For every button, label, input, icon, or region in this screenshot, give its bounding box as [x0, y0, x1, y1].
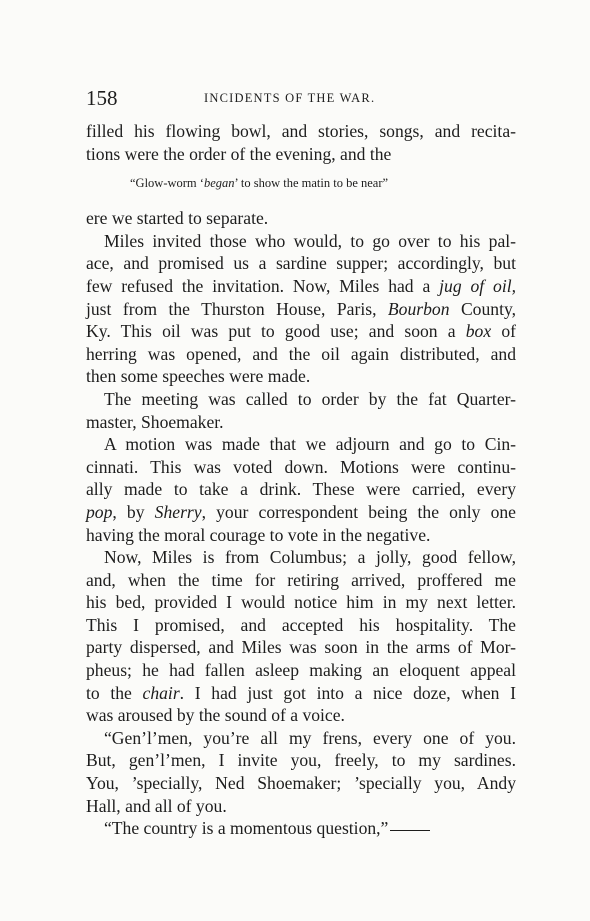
text-line: [86, 682, 516, 705]
text-line: Miles invited those who would, to go over to his pal-: [104, 230, 516, 251]
text-line: This I promised, and accepted his hospitality. The: [86, 614, 516, 635]
text-run: , your correspondent being the only one: [201, 501, 516, 522]
italic-run: chair: [142, 682, 180, 703]
text-line: A motion was made that we adjourn and go to Cin-: [104, 434, 516, 455]
text-line: his bed, provided I would notice him in my next letter.: [86, 592, 516, 613]
text-line: [86, 298, 516, 321]
text-line: ere we started to separate.: [86, 208, 269, 229]
text-line: having the moral courage to vote in the negative.: [86, 524, 431, 545]
text-run: few refused the invitation. Now, Miles had a: [86, 275, 440, 296]
text-run: to the: [86, 682, 143, 703]
text-line: then some speeches were made.: [86, 366, 311, 387]
text-line: party dispersed, and Miles was soon in the arms of Mor-: [86, 637, 516, 658]
text-line: [86, 817, 516, 840]
text-line: [86, 320, 516, 343]
text-line: [86, 275, 516, 298]
running-head: INCIDENTS OF THE WAR.: [204, 91, 376, 105]
body-text: [86, 120, 516, 840]
em-dash-rule: [390, 830, 430, 831]
text-line: The meeting was called to order by the fat Quarter-: [104, 388, 516, 409]
text-line: Now, Miles is from Columbus; a jolly, good fellow,: [104, 547, 516, 568]
italic-run: Sherry: [154, 501, 202, 522]
text-line: Hall, and all of you.: [86, 795, 227, 816]
italic-run: pop: [86, 501, 113, 522]
text-run: , by: [112, 501, 155, 522]
quote-italic: began: [203, 176, 235, 191]
text-run: just from the Thurston House, Paris,: [86, 298, 388, 319]
text-run: of: [491, 321, 516, 342]
text-run: . I had just got into a nice doze, when I: [179, 682, 516, 703]
text-line: pheus; he had fallen asleep making an eloquent appeal: [86, 660, 516, 681]
italic-run: jug of oil,: [439, 275, 517, 296]
page-number: 158: [86, 86, 118, 110]
text-line: master, Shoemaker.: [86, 411, 224, 432]
text-line: tions were the order of the evening, and the: [86, 143, 392, 164]
italic-run: Bourbon: [387, 298, 450, 319]
italic-run: box: [465, 321, 492, 342]
text-line: ace, and promised us a sardine supper; accordingly, but: [86, 253, 516, 274]
text-run: County,: [449, 298, 517, 319]
verse-quote: [86, 175, 516, 191]
quote-text: ’ to show the matin to be near”: [234, 176, 389, 191]
text-line: “Gen’l’men, you’re all my frens, every one of you.: [104, 727, 516, 748]
text-line: was aroused by the sound of a voice.: [86, 705, 345, 726]
text-line: and, when the time for retiring arrived, proffered me: [86, 569, 516, 590]
text-line: herring was opened, and the oil again distributed, and: [86, 343, 516, 364]
page-header: [86, 86, 516, 110]
quote-text: “Glow-worm ‘: [130, 176, 204, 191]
text-line: [86, 501, 516, 524]
text-line: cinnati. This was voted down. Motions were continu-: [86, 456, 516, 477]
text-run: “The country is a momentous question,”: [104, 818, 389, 839]
text-line: You, ’specially, Ned Shoemaker; ’specially you, Andy: [86, 773, 516, 794]
text-line: filled his flowing bowl, and stories, songs, and recita-: [86, 121, 516, 141]
text-line: But, gen’l’men, I invite you, freely, to my sardines.: [86, 750, 516, 771]
text-run: Ky. This oil was put to good use; and soon a: [86, 321, 466, 342]
text-line: ally made to take a drink. These were carried, every: [86, 479, 516, 500]
